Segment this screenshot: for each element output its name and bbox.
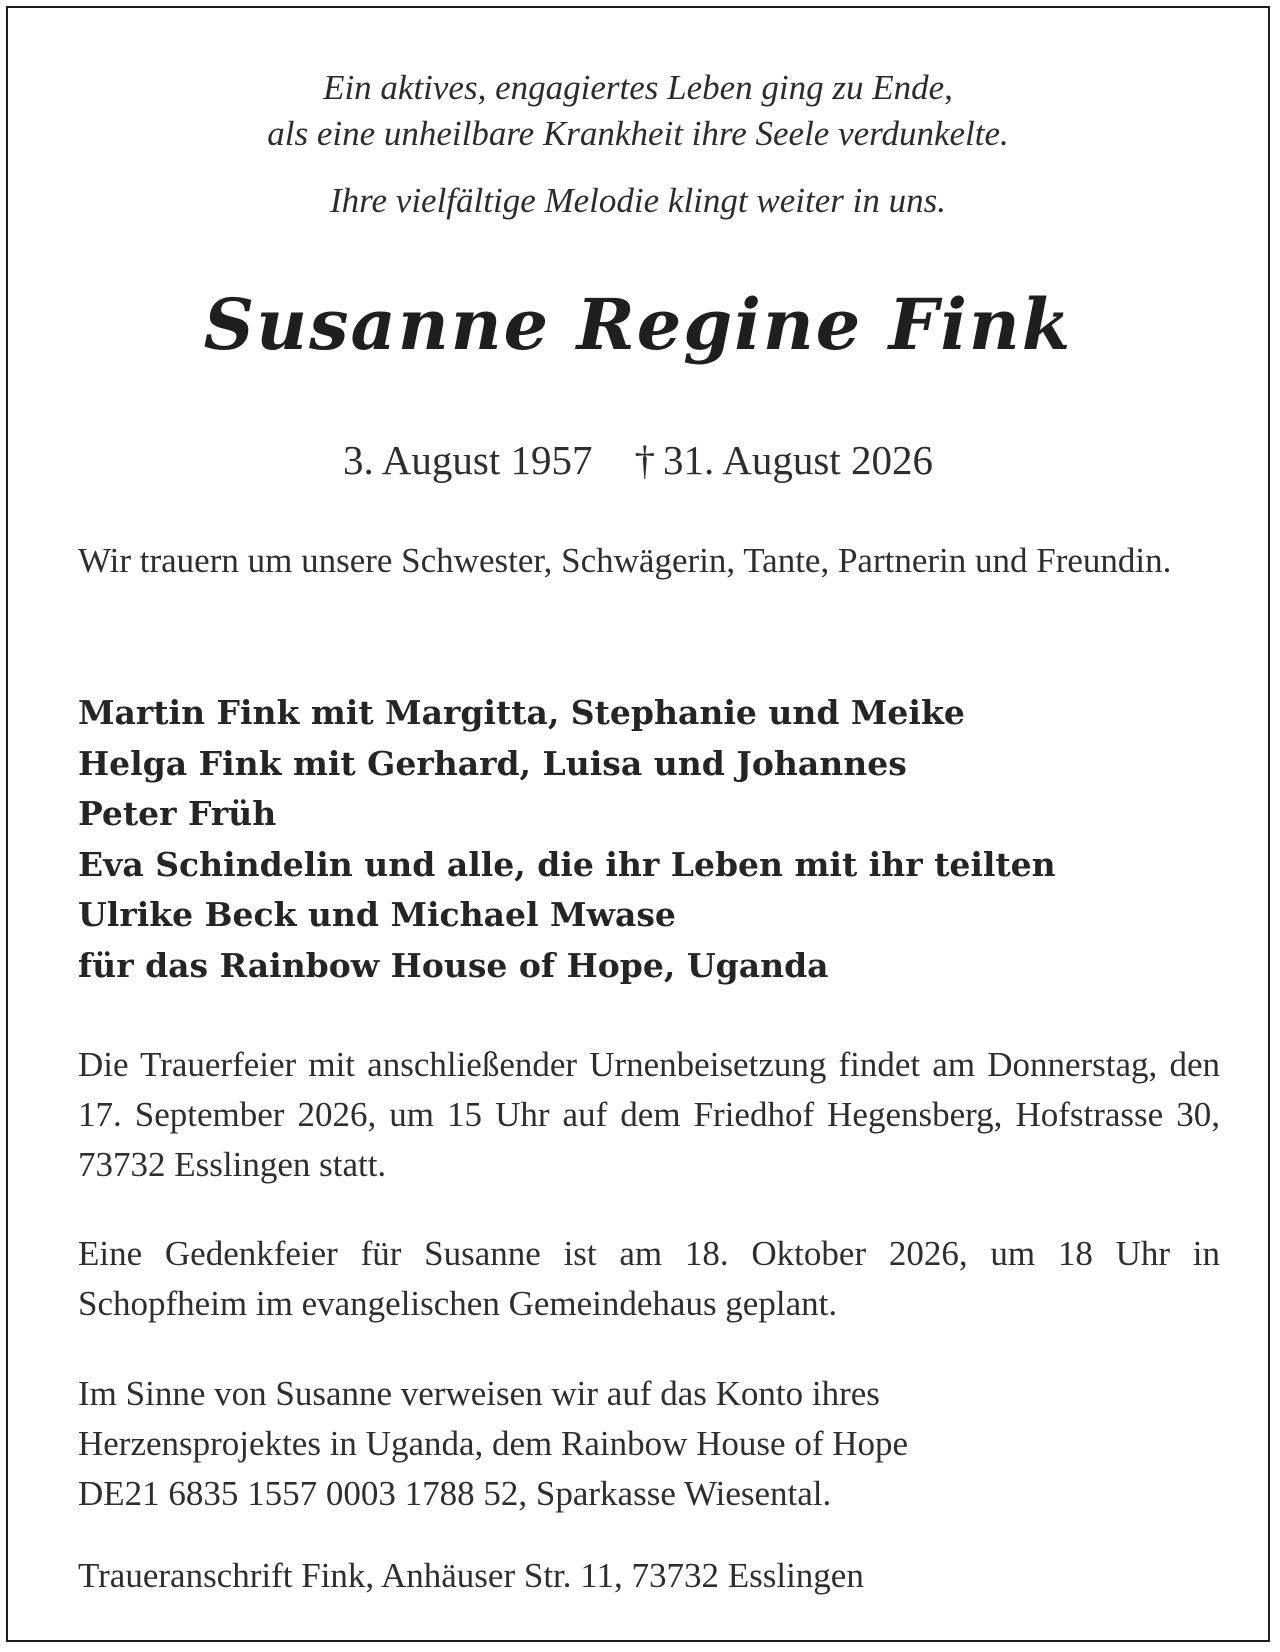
deceased-name: Susanne Regine Fink bbox=[203, 283, 1073, 366]
donation-line-2: Herzensprojektes in Uganda, dem Rainbow House of Hope bbox=[78, 1424, 909, 1463]
cross-icon: † bbox=[634, 437, 655, 483]
mourner-line: Helga Fink mit Gerhard, Luisa und Johannes bbox=[78, 743, 907, 783]
mourners-list bbox=[78, 688, 1220, 991]
birth-date: 3. August 1957 bbox=[343, 437, 593, 483]
mourning-statement: Wir trauern um unsere Schwester, Schwägerin, Tante, Partnerin und Freundin. bbox=[78, 541, 1172, 580]
funeral-info: Die Trauerfeier mit anschließender Urnenbeisetzung findet am Donnerstag, den 17. September 2026, um 15 Uhr auf dem Friedhof Hegensberg, Hofstrasse 30, 73732 Esslingen statt. bbox=[78, 1045, 1220, 1184]
life-dates bbox=[8, 437, 1268, 483]
obituary-frame bbox=[6, 6, 1270, 1642]
mourner-line: Peter Früh bbox=[78, 794, 277, 833]
donation-info bbox=[78, 1369, 1220, 1519]
motto-line-1: Ein aktives, engagiertes Leben ging zu Ende, bbox=[323, 68, 953, 107]
memorial-info: Eine Gedenkfeier für Susanne ist am 18. Oktober 2026, um 18 Uhr in Schopfheim im evangelischen Gemeindehaus geplant. bbox=[78, 1234, 1220, 1323]
death-date: 31. August 2026 bbox=[663, 437, 933, 483]
mourning-address: Traueranschrift Fink, Anhäuser Str. 11, 73732 Esslingen bbox=[78, 1556, 864, 1595]
mourner-line: Martin Fink mit Margitta, Stephanie und Meike bbox=[78, 693, 965, 732]
mourner-line: für das Rainbow House of Hope, Uganda bbox=[78, 945, 829, 985]
mourner-line: Ulrike Beck und Michael Mwase bbox=[78, 895, 676, 934]
motto-line-2: als eine unheilbare Krankheit ihre Seele verdunkelte. bbox=[267, 114, 1009, 153]
donation-line-1: Im Sinne von Susanne verweisen wir auf das Konto ihres bbox=[78, 1374, 880, 1413]
motto-line-3: Ihre vielfältige Melodie klingt weiter in uns. bbox=[330, 181, 946, 220]
mourner-line: Eva Schindelin und alle, die ihr Leben mit ihr teilten bbox=[78, 844, 1056, 884]
donation-iban: DE21 6835 1557 0003 1788 52, Sparkasse Wiesental. bbox=[78, 1474, 832, 1513]
